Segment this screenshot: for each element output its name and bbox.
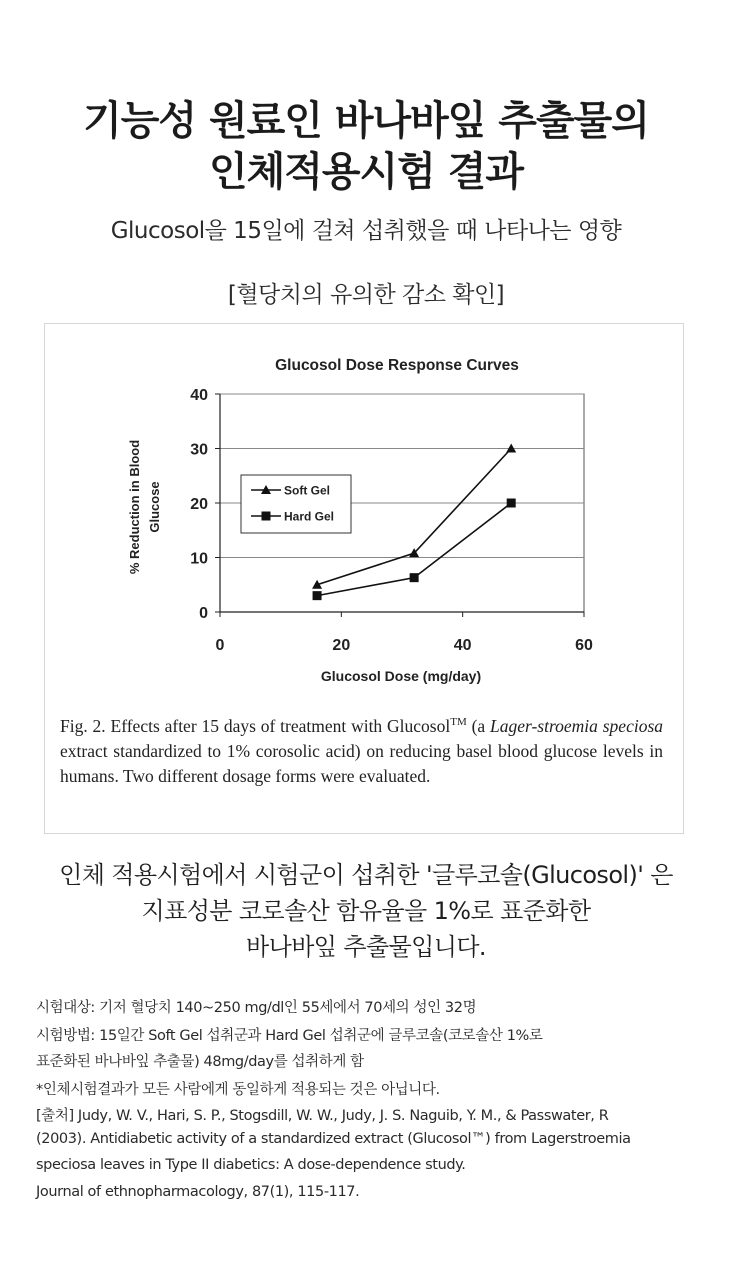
page-title-line-1: 기능성 원료인 바나바잎 추출물의 bbox=[83, 98, 649, 144]
result-highlight: [혈당치의 유의한 감소 확인] bbox=[227, 282, 505, 308]
y-tick-label: 20 bbox=[190, 496, 208, 513]
x-axis-label: Glucosol Dose (mg/day) bbox=[320, 668, 482, 684]
page-title-line-2: 인체적용시험 결과 bbox=[208, 149, 524, 195]
caption-paren: (a bbox=[471, 715, 486, 736]
description-line-1: 인체 적용시험에서 시험군이 섭취한 '글루코솔(Glucosol)' 은 bbox=[59, 861, 673, 889]
description-line-3: 바나바잎 추출물입니다. bbox=[246, 933, 486, 961]
data-point-hard-gel bbox=[410, 573, 419, 582]
page-subtitle: Glucosol을 15일에 걸쳐 섭취했을 때 나타나는 영향 bbox=[110, 218, 622, 244]
y-axis-label-line-1: % Reduction in Blood bbox=[127, 439, 142, 575]
y-tick-label: 0 bbox=[199, 605, 208, 622]
caption-lead: Fig. 2. Effects after 15 days of treatment with Glucosol bbox=[60, 715, 451, 736]
note-source-line-1: [출처] Judy, W. V., Hari, S. P., Stogsdill, W. W., Judy, J. S. Naguib, Y. M., & Passwater, R bbox=[36, 1108, 609, 1124]
x-tick-label: 20 bbox=[332, 637, 351, 654]
y-tick-label: 10 bbox=[190, 550, 208, 568]
note-source-line-3: speciosa leaves in Type II diabetics: A dose-dependence study. bbox=[36, 1157, 466, 1173]
y-axis-label-line-2: Glucose bbox=[147, 481, 162, 533]
note-disclaimer: *인체시험결과가 모든 사람에게 동일하게 적용되는 것은 아닙니다. bbox=[36, 1082, 440, 1098]
caption-rest: extract standardized to 1% corosolic acid) on reducing basel blood glucose levels in humans. Two different dosage forms were evaluated. bbox=[60, 740, 663, 786]
note-source-line-4: Journal of ethnopharmacology, 87(1), 115-117. bbox=[36, 1184, 360, 1200]
legend-label: Hard Gel bbox=[284, 509, 335, 524]
chart-title: Glucosol Dose Response Curves bbox=[275, 357, 519, 374]
legend-label: Soft Gel bbox=[284, 483, 331, 498]
y-tick-label: 30 bbox=[190, 441, 208, 459]
data-point-hard-gel bbox=[507, 499, 516, 508]
note-subjects: 시험대상: 기저 혈당치 140~250 mg/dl인 55세에서 70세의 성인 32명 bbox=[36, 1000, 477, 1016]
x-tick-label: 60 bbox=[575, 637, 593, 654]
dose-response-chart bbox=[45, 324, 683, 704]
description-line-2: 지표성분 코로솔산 함유율을 1%로 표준화한 bbox=[141, 897, 591, 925]
legend-marker bbox=[262, 512, 271, 521]
data-point-hard-gel bbox=[313, 591, 322, 600]
x-tick-label: 0 bbox=[215, 637, 225, 654]
y-tick-label: 40 bbox=[190, 387, 208, 404]
x-tick-label: 40 bbox=[453, 637, 472, 654]
note-method-line-1: 시험방법: 15일간 Soft Gel 섭취군과 Hard Gel 섭취군에 글루코솔(코로솔산 1%로 bbox=[36, 1028, 543, 1044]
note-method-line-2: 표준화된 바나바잎 추출물) 48mg/day를 섭취하게 함 bbox=[36, 1054, 364, 1070]
plot-area bbox=[190, 387, 593, 654]
caption-trademark: TM bbox=[450, 716, 467, 728]
note-source-line-2: (2003). Antidiabetic activity of a standardized extract (Glucosol™) from Lagerstroemia bbox=[36, 1131, 631, 1147]
caption-species: Lager-stroemia speciosa bbox=[490, 715, 664, 736]
figure-box bbox=[44, 323, 684, 834]
figure-caption bbox=[60, 710, 663, 789]
